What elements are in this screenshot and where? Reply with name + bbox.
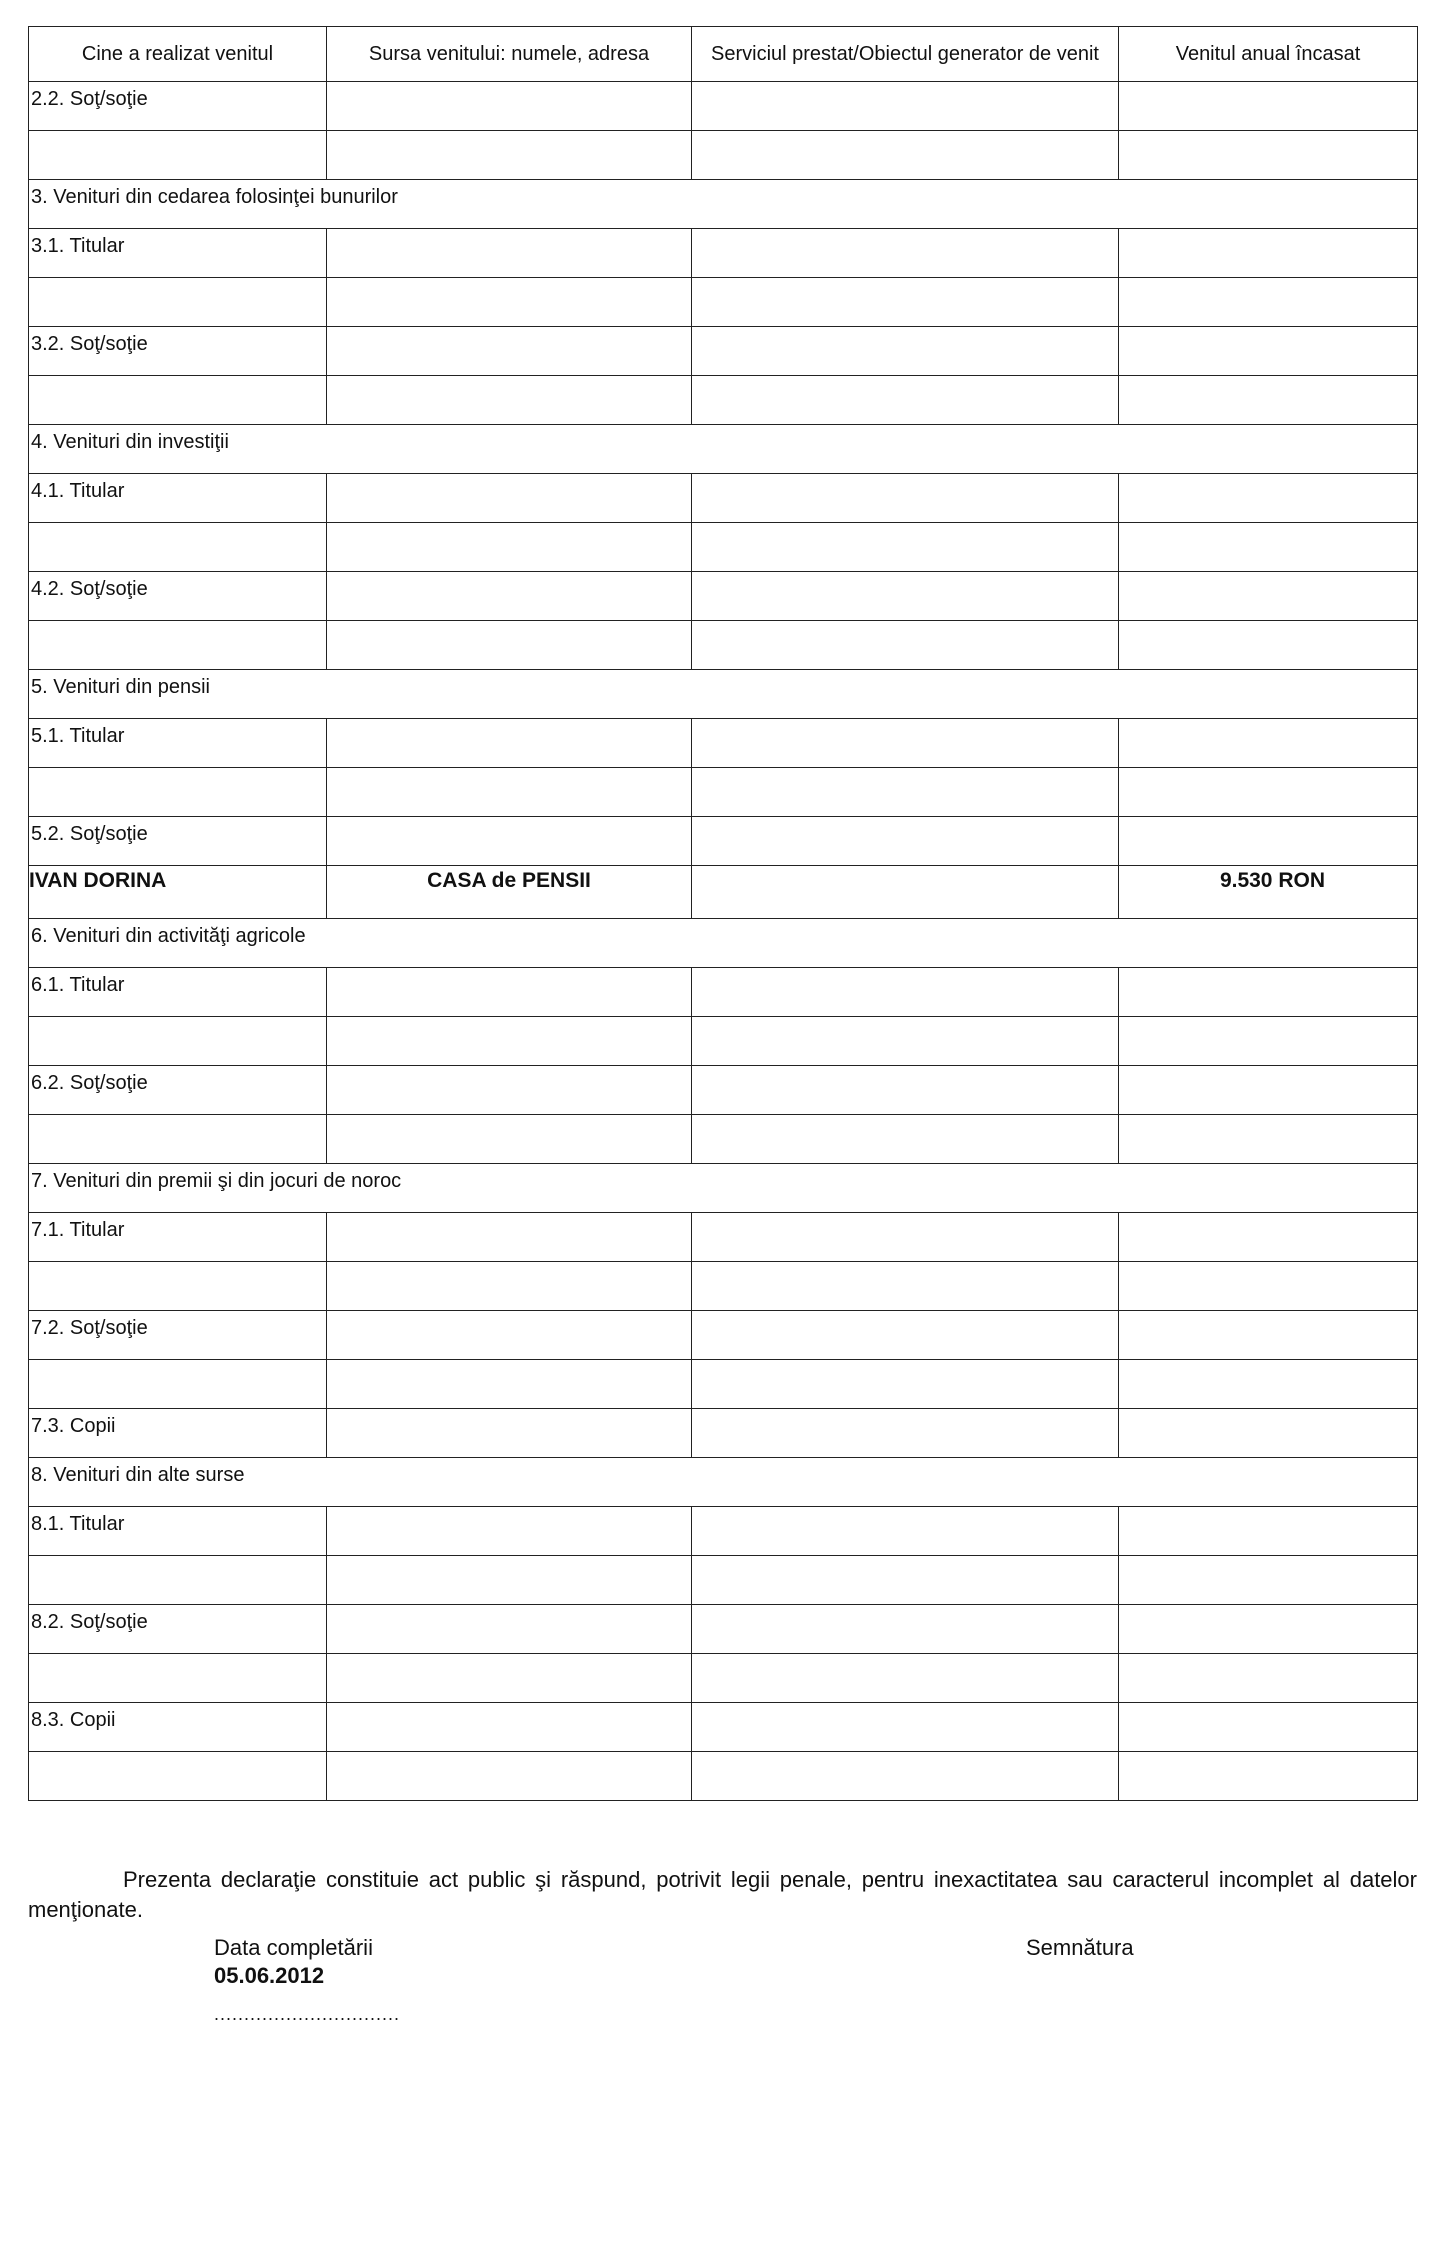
table-row [29,1262,1418,1311]
empty-cell [327,1115,692,1164]
table-row [29,1409,1418,1458]
row-label-2-2: 2.2. Soţ/soţie [31,88,148,110]
empty-cell [692,1213,1119,1262]
pension-service-cell [692,866,1119,919]
empty-cell [692,1703,1119,1752]
table-row [29,1605,1418,1654]
empty-cell [29,1556,327,1605]
table-row [29,523,1418,572]
empty-cell [1119,278,1418,327]
empty-cell [1119,1311,1418,1360]
table-row [29,572,1418,621]
empty-cell [1119,719,1418,768]
table-row [29,621,1418,670]
empty-cell [1119,474,1418,523]
empty-cell [327,1017,692,1066]
empty-cell [1119,229,1418,278]
empty-cell [327,768,692,817]
empty-cell [327,1654,692,1703]
empty-cell [692,1605,1119,1654]
empty-cell [327,82,692,131]
table-row [29,817,1418,866]
section-title-8: 8. Venituri din alte surse [31,1464,245,1486]
empty-cell [692,621,1119,670]
empty-cell [327,1703,692,1752]
row-label-6-2: 6.2. Soţ/soţie [31,1072,148,1094]
table-row [29,278,1418,327]
empty-cell [1119,1360,1418,1409]
empty-cell [327,1360,692,1409]
empty-cell [1119,1115,1418,1164]
declaration-statement: Prezenta declaraţie constituie act public şi răspund, potrivit legii penale, pentru inexactitatea sau caracterul incomplet al datelor menţionate. [28,1867,1417,1922]
empty-cell [327,968,692,1017]
empty-cell [29,131,327,180]
empty-cell [1119,572,1418,621]
table-row [29,1115,1418,1164]
empty-cell [1119,1262,1418,1311]
header-income-source: Sursa venitului: numele, adresa [327,27,692,82]
row-label-8-3: 8.3. Copii [31,1709,116,1731]
row-label-3-2: 3.2. Soţ/soţie [31,333,148,355]
empty-cell [1119,968,1418,1017]
empty-cell [692,1262,1119,1311]
section-row [29,425,1418,474]
empty-cell [692,523,1119,572]
header-who-earned: Cine a realizat venitul [29,27,327,82]
section-title-3: 3. Venituri din cedarea folosinţei bunurilor [31,186,398,208]
empty-cell [327,474,692,523]
table-row [29,82,1418,131]
table-row [29,1017,1418,1066]
table-row [29,1556,1418,1605]
pension-source-cell: CASA de PENSII [327,866,692,919]
empty-cell [692,1115,1119,1164]
empty-cell [327,523,692,572]
row-label-4-1: 4.1. Titular [31,480,125,502]
empty-cell [1119,327,1418,376]
section-row [29,919,1418,968]
empty-cell [327,131,692,180]
empty-cell [327,719,692,768]
empty-cell [327,278,692,327]
section-row [29,1164,1418,1213]
empty-cell [692,1409,1119,1458]
empty-cell [692,1311,1119,1360]
empty-cell [692,1654,1119,1703]
section-title-7: 7. Venituri din premii şi din jocuri de noroc [31,1170,402,1192]
table-row [29,327,1418,376]
empty-cell [327,1507,692,1556]
table-row [29,229,1418,278]
empty-cell [1119,817,1418,866]
table-row [29,1703,1418,1752]
empty-cell [327,1556,692,1605]
empty-cell [327,1605,692,1654]
row-label-3-1: 3.1. Titular [31,235,125,257]
empty-cell [692,1752,1119,1801]
empty-cell [692,1066,1119,1115]
empty-cell [692,131,1119,180]
empty-cell [692,229,1119,278]
row-label-8-1: 8.1. Titular [31,1513,125,1535]
income-table [28,26,1418,1801]
section-row [29,180,1418,229]
pension-amount-cell: 9.530 RON [1119,866,1418,919]
empty-cell [692,278,1119,327]
table-row [29,968,1418,1017]
header-service-provided: Serviciul prestat/Obiectul generator de venit [692,27,1119,82]
section-title-4: 4. Venituri din investiţii [31,431,229,453]
empty-cell [327,1311,692,1360]
section-row [29,670,1418,719]
empty-cell [1119,1507,1418,1556]
empty-cell [692,376,1119,425]
row-label-6-1: 6.1. Titular [31,974,125,996]
row-label-5-2: 5.2. Soţ/soţie [31,823,148,845]
row-label-7-3: 7.3. Copii [31,1415,116,1437]
completion-date-label: Data completării [214,1935,373,1960]
empty-cell [1119,1654,1418,1703]
table-row [29,474,1418,523]
empty-cell [29,376,327,425]
empty-cell [692,817,1119,866]
empty-cell [327,1262,692,1311]
table-row [29,719,1418,768]
empty-cell [29,1115,327,1164]
empty-cell [29,1654,327,1703]
empty-cell [29,278,327,327]
empty-cell [692,1507,1119,1556]
empty-cell [692,474,1119,523]
empty-cell [1119,1752,1418,1801]
table-row [29,768,1418,817]
empty-cell [692,768,1119,817]
empty-cell [1119,1605,1418,1654]
empty-cell [1119,1066,1418,1115]
empty-cell [327,621,692,670]
table-row [29,131,1418,180]
empty-cell [327,1409,692,1458]
empty-cell [29,768,327,817]
empty-cell [29,1360,327,1409]
empty-cell [692,82,1119,131]
empty-cell [29,1262,327,1311]
table-header-row [29,27,1418,82]
empty-cell [1119,621,1418,670]
table-row [29,376,1418,425]
table-row [29,1654,1418,1703]
empty-cell [1119,1213,1418,1262]
section-title-6: 6. Venituri din activităţi agricole [31,925,306,947]
empty-cell [1119,1017,1418,1066]
row-label-4-2: 4.2. Soţ/soţie [31,578,148,600]
empty-cell [327,572,692,621]
empty-cell [1119,1409,1418,1458]
pension-entry-row [29,866,1418,919]
empty-cell [29,523,327,572]
empty-cell [327,1752,692,1801]
empty-cell [1119,1556,1418,1605]
empty-cell [29,621,327,670]
empty-cell [1119,376,1418,425]
empty-cell [1119,82,1418,131]
table-row [29,1311,1418,1360]
empty-cell [692,719,1119,768]
empty-cell [1119,131,1418,180]
empty-cell [327,327,692,376]
empty-cell [327,817,692,866]
empty-cell [327,1066,692,1115]
row-label-7-1: 7.1. Titular [31,1219,125,1241]
table-row [29,1066,1418,1115]
empty-cell [692,968,1119,1017]
table-row [29,1752,1418,1801]
empty-cell [692,1017,1119,1066]
pension-name-cell: IVAN DORINA [29,866,327,919]
empty-cell [29,1017,327,1066]
empty-cell [692,1360,1119,1409]
table-row [29,1507,1418,1556]
signature-label: Semnătura [1026,1935,1134,1960]
completion-date-block [214,1934,400,2028]
empty-cell [327,1213,692,1262]
header-annual-income: Venitul anual încasat [1119,27,1418,82]
empty-cell [1119,1703,1418,1752]
section-title-5: 5. Venituri din pensii [31,676,211,698]
empty-cell [692,572,1119,621]
empty-cell [1119,523,1418,572]
row-label-8-2: 8.2. Soţ/soţie [31,1611,148,1633]
empty-cell [692,1556,1119,1605]
completion-date-value: 05.06.2012 [214,1963,325,1988]
empty-cell [1119,768,1418,817]
signature-dots-line: ............................... [214,2004,401,2024]
empty-cell [29,1752,327,1801]
table-row [29,1213,1418,1262]
empty-cell [327,376,692,425]
section-row [29,1458,1418,1507]
row-label-5-1: 5.1. Titular [31,725,125,747]
empty-cell [327,229,692,278]
row-label-7-2: 7.2. Soţ/soţie [31,1317,148,1339]
empty-cell [692,327,1119,376]
table-row [29,1360,1418,1409]
